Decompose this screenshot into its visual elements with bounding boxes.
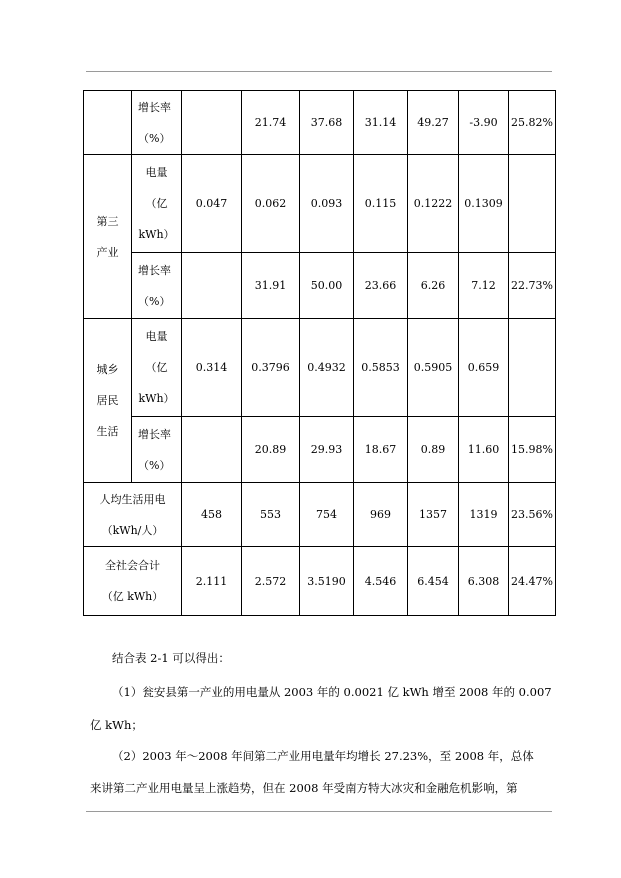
table-cell: 1357 [408, 483, 459, 547]
row-label: 电量 （亿 kWh） [132, 155, 182, 253]
paragraph-1-line-1: （1）瓮安县第一产业的用电量从 2003 年的 0.0021 亿 kWh 增至 2008 年的 0.007 [112, 685, 552, 699]
table-cell: 15.98% [509, 417, 556, 483]
table-cell: 0.1222 [408, 155, 459, 253]
table-cell: 4.546 [354, 547, 408, 616]
paragraph-2-line-1: （2）2003 年～2008 年间第二产业用电量年均增长 27.23%，至 2008 年，总体 [112, 749, 534, 763]
table-cell [182, 91, 242, 155]
table-cell: 31.14 [354, 91, 408, 155]
row-label: 全社会合计 （亿 kWh） [84, 547, 182, 616]
table-cell: 11.60 [459, 417, 509, 483]
table-cell: 37.68 [300, 91, 354, 155]
table-cell: 6.454 [408, 547, 459, 616]
row-label: 人均生活用电 （kWh/人） [84, 483, 182, 547]
table-cell: 0.659 [459, 319, 509, 417]
table-cell [509, 155, 556, 253]
table-cell: 553 [242, 483, 300, 547]
table-cell: 0.3796 [242, 319, 300, 417]
table-cell: 6.26 [408, 253, 459, 319]
row-label: 增长率 （%） [132, 253, 182, 319]
table-cell: 25.82% [509, 91, 556, 155]
table-cell: 2.111 [182, 547, 242, 616]
table-cell: 7.12 [459, 253, 509, 319]
table-cell: 754 [300, 483, 354, 547]
table-cell: 3.5190 [300, 547, 354, 616]
category-cell: 第三 产业 [84, 155, 132, 319]
row-label: 增长率 （%） [132, 417, 182, 483]
table-cell: 1319 [459, 483, 509, 547]
table-cell: 18.67 [354, 417, 408, 483]
table-row-total [84, 547, 556, 616]
table-cell: 0.1309 [459, 155, 509, 253]
table-cell [182, 417, 242, 483]
table-cell: -3.90 [459, 91, 509, 155]
table-cell: 0.4932 [300, 319, 354, 417]
table-cell: 0.115 [354, 155, 408, 253]
table-cell: 24.47% [509, 547, 556, 616]
table-cell: 23.66 [354, 253, 408, 319]
table-cell: 2.572 [242, 547, 300, 616]
footer-rule [86, 811, 552, 812]
table-cell: 0.89 [408, 417, 459, 483]
electricity-table [83, 90, 556, 616]
table-cell: 0.5853 [354, 319, 408, 417]
table-cell: 0.314 [182, 319, 242, 417]
category-cell-blank [84, 91, 132, 155]
table-cell: 0.093 [300, 155, 354, 253]
table-cell [509, 319, 556, 417]
paragraph-1-line-2: 亿 kWh； [90, 718, 143, 732]
table-row-group3-power [84, 319, 556, 417]
intro-text: 结合表 2-1 可以得出： [112, 651, 230, 665]
table-cell: 0.062 [242, 155, 300, 253]
paragraph-2-line-2: 来讲第二产业用电量呈上涨趋势，但在 2008 年受南方特大冰灾和金融危机影响，第 [90, 781, 518, 795]
category-cell: 城乡 居民 生活 [84, 319, 132, 483]
table-cell: 29.93 [300, 417, 354, 483]
table-cell: 22.73% [509, 253, 556, 319]
table-row-per-capita [84, 483, 556, 547]
header-rule [86, 71, 552, 72]
row-label: 增长率 （%） [132, 91, 182, 155]
table-cell: 0.047 [182, 155, 242, 253]
table-cell: 0.5905 [408, 319, 459, 417]
table-cell: 6.308 [459, 547, 509, 616]
row-label: 电量 （亿 kWh） [132, 319, 182, 417]
table-cell: 50.00 [300, 253, 354, 319]
table-cell: 23.56% [509, 483, 556, 547]
table-row-group1-growth [84, 91, 556, 155]
table-cell: 49.27 [408, 91, 459, 155]
table-cell: 21.74 [242, 91, 300, 155]
table-cell: 20.89 [242, 417, 300, 483]
table-row-group3-growth [84, 417, 556, 483]
table-cell: 458 [182, 483, 242, 547]
table-cell: 31.91 [242, 253, 300, 319]
table-cell: 969 [354, 483, 408, 547]
table-row-group2-growth [84, 253, 556, 319]
table-cell [182, 253, 242, 319]
table-row-group2-power [84, 155, 556, 253]
